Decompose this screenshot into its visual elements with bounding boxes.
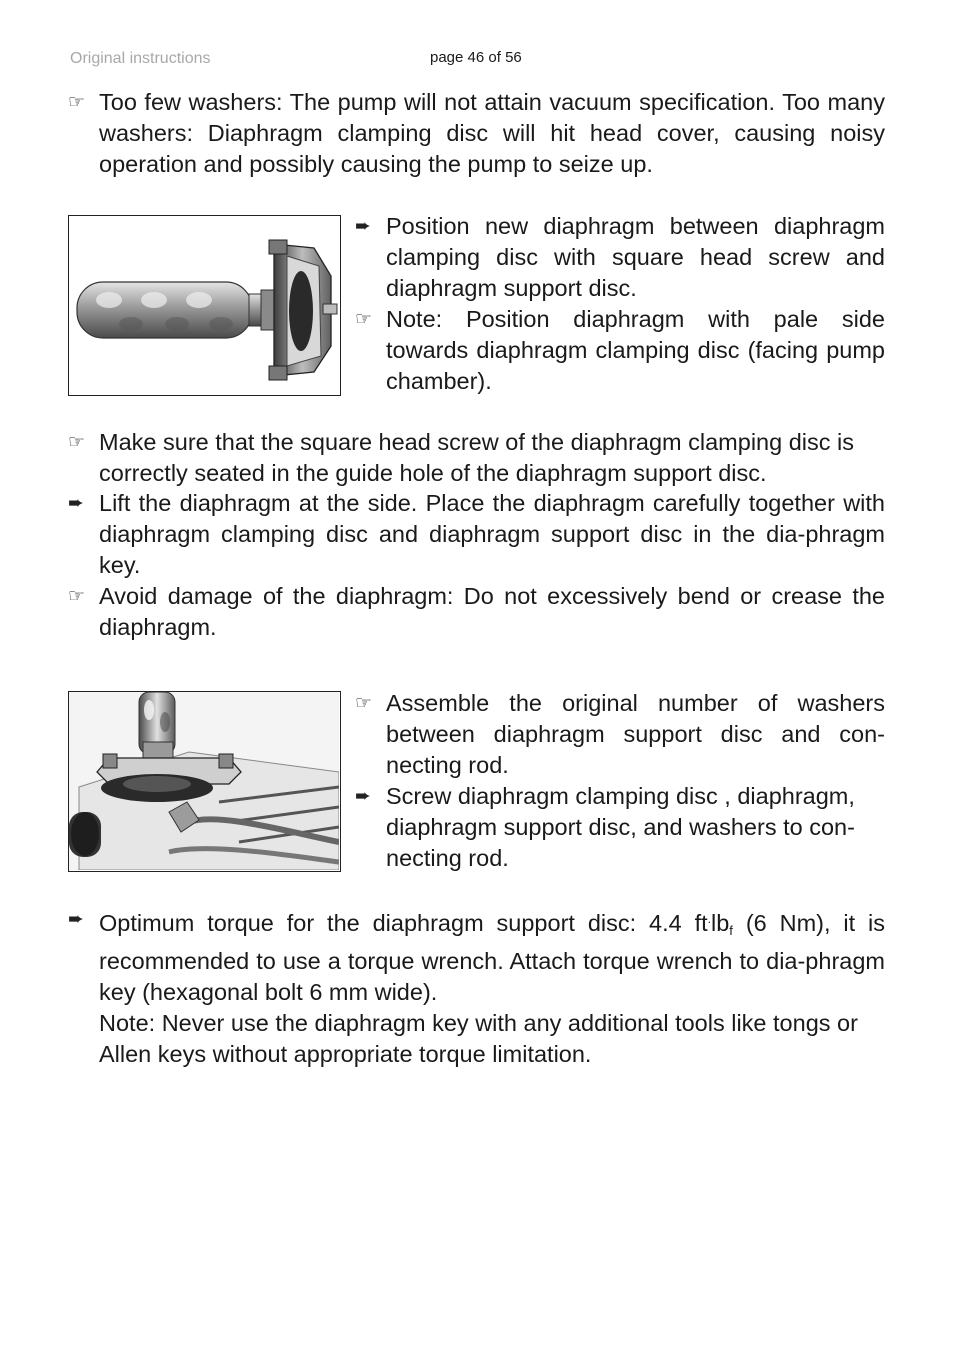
torque-paragraph xyxy=(99,904,885,1008)
note-text: Note: Position diaphragm with pale side towards diaphragm clamping disc (facing pump chamber). xyxy=(386,306,885,394)
torque-warning-note: Note: Never use the diaphragm key with any additional tools like tongs or Allen keys without appropriate torque limitation. xyxy=(99,1010,858,1067)
pointing-hand-icon: ☞ xyxy=(355,309,373,330)
step-text: Lift the diaphragm at the side. Place the diaphragm carefully together with diaphragm clamping disc and diaphragm support disc in the dia-phragm key. xyxy=(99,490,885,578)
pointing-hand-icon: ☞ xyxy=(355,693,373,714)
photo-diaphragm-on-pump xyxy=(68,691,341,872)
torque-unit-subscript: f xyxy=(729,923,733,938)
arrow-right-icon: ➨ xyxy=(355,216,371,237)
page-number: page 46 of 56 xyxy=(430,49,522,66)
arrow-right-icon: ➨ xyxy=(355,786,371,807)
step-text xyxy=(99,904,885,1070)
note-text: Too few washers: The pump will not attain vacuum specification. Too many washers: Diaphragm clamping disc will hit head cover, causing noisy operation and possibly causing the pump to seize up. xyxy=(99,89,885,177)
torque-text-part: Optimum torque for the diaphragm support disc: 4.4 ft xyxy=(99,910,708,936)
arrow-right-icon: ➨ xyxy=(68,909,84,930)
arrow-right-icon: ➨ xyxy=(68,493,84,514)
pump-assembly-illustration xyxy=(69,692,339,870)
pointing-hand-icon: ☞ xyxy=(68,92,86,113)
torque-unit: lb xyxy=(711,910,730,936)
diaphragm-key-illustration xyxy=(69,216,339,394)
note-text: Avoid damage of the diaphragm: Do not excessively bend or crease the diaphragm. xyxy=(99,583,885,640)
pointing-hand-icon: ☞ xyxy=(68,432,86,453)
header-document-type: Original instructions xyxy=(70,50,211,67)
note-text: Make sure that the square head screw of the diaphragm clamping disc is correctly seated in the guide hole of the diaphragm support disc. xyxy=(99,429,855,486)
note-text: Assemble the original number of washers between diaphragm support disc and con-necting rod. xyxy=(386,690,885,778)
step-text: Screw diaphragm clamping disc , diaphragm, diaphragm support disc, and washers to con-necting rod. xyxy=(386,783,855,871)
pointing-hand-icon: ☞ xyxy=(68,586,86,607)
step-text: Position new diaphragm between diaphragm clamping disc with square head screw and diaphragm support disc. xyxy=(386,213,885,301)
multiplication-dot: . xyxy=(707,912,711,926)
torque-text-rest: (6 Nm), it is recommended to use a torque wrench. Attach torque wrench to dia-phragm key (hexagonal bolt 6 mm wide). xyxy=(99,910,886,1005)
photo-diaphragm-key-assembly xyxy=(68,215,341,396)
